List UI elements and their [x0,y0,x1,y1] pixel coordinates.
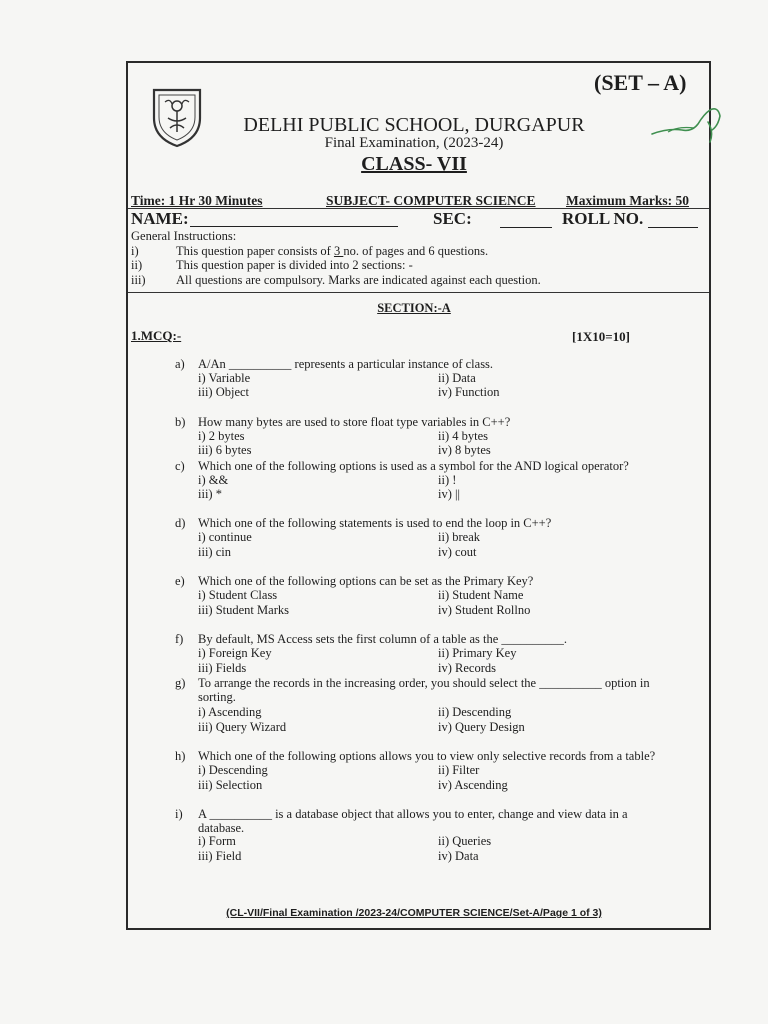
marks-label: [1X10=10] [572,329,630,344]
instruction-num: i) [131,244,139,258]
option: iv) Ascending [438,778,508,792]
instruction-text: All questions are compulsory. Marks are indicated against each question. [176,273,541,287]
set-label: (SET – A) [594,70,687,95]
instructions-heading: General Instructions: [131,229,237,243]
option: i) 2 bytes [198,429,245,443]
question-text: How many bytes are used to store float type variables in C++? [198,415,511,429]
section-title: SECTION:-A [377,301,451,315]
roll-label: ROLL NO. [562,209,644,228]
question-text: Which one of the following options can be set as the Primary Key? [198,574,534,588]
option: ii) 4 bytes [438,429,488,443]
option: iv) Query Design [438,720,525,734]
question-letter: c) [175,459,185,473]
option: i) Ascending [198,705,262,719]
option: ii) Primary Key [438,646,517,660]
question-letter: b) [175,415,186,429]
question-text: Which one of the following options is used as a symbol for the AND logical operator? [198,459,629,473]
option: ii) Filter [438,763,480,777]
option: iii) * [198,487,222,501]
option: i) continue [198,530,252,544]
name-label: NAME: [131,209,189,228]
question-text: A __________ is a database object that allows you to enter, change and view data in a [198,807,628,821]
class-title: CLASS- VII [361,153,467,175]
option: i) Variable [198,371,251,385]
option: ii) break [438,530,480,544]
instruction-text: This question paper consists of 3 no. of pages and 6 questions. [176,244,489,258]
option: iv) Student Rollno [438,603,531,617]
page-footer: (CL-VII/Final Examination /2023-24/COMPUTER SCIENCE/Set-A/Page 1 of 3) [226,907,602,919]
option: iii) Student Marks [198,603,289,617]
option: iv) Records [438,661,496,675]
signature-mark [648,102,728,144]
question-text-continued: sorting. [198,690,236,704]
question-letter: h) [175,749,186,763]
instruction-text: This question paper is divided into 2 sections: - [176,258,413,272]
option: iii) cin [198,545,231,559]
option: iii) Selection [198,778,263,792]
option: iv) Data [438,849,479,863]
max-marks-label: Maximum Marks: 50 [566,193,689,208]
option: i) Descending [198,763,268,777]
option: i) Form [198,834,236,848]
subject-label: SUBJECT- COMPUTER SCIENCE [326,193,536,208]
instruction-num: ii) [131,258,143,272]
question-letter: f) [175,632,184,646]
roll-blank [648,227,698,228]
school-name: DELHI PUBLIC SCHOOL, DURGAPUR [243,114,585,136]
question-text-continued: database. [198,821,245,835]
option: ii) ! [438,473,457,487]
option: iv) || [438,487,461,501]
option: ii) Queries [438,834,492,848]
question-letter: a) [175,357,185,371]
question-label: 1.MCQ:- [131,328,182,343]
divider [128,292,709,293]
instruction-num: iii) [131,273,146,287]
option: i) Student Class [198,588,278,602]
question-letter: i) [175,807,183,821]
option: iii) Object [198,385,250,399]
option: iii) 6 bytes [198,443,252,457]
question-text: Which one of the following options allows you to view only selective records from a table? [198,749,656,763]
option: ii) Student Name [438,588,524,602]
time-label: Time: 1 Hr 30 Minutes [131,193,263,208]
question-text: A/An __________ represents a particular instance of class. [198,357,494,371]
question-letter: d) [175,516,186,530]
option: ii) Data [438,371,476,385]
question-text: To arrange the records in the increasing order, you should select the __________ option in [198,676,650,690]
question-letter: e) [175,574,185,588]
option: ii) Descending [438,705,512,719]
option: iii) Query Wizard [198,720,287,734]
question-letter: g) [175,676,186,690]
option: iv) cout [438,545,477,559]
option: i) Foreign Key [198,646,272,660]
option: iii) Field [198,849,242,863]
option: iii) Fields [198,661,247,675]
question-text: By default, MS Access sets the first column of a table as the __________. [198,632,568,646]
option: iv) 8 bytes [438,443,491,457]
sec-blank [500,227,552,228]
exam-title: Final Examination, (2023-24) [324,135,504,151]
option: i) && [198,473,229,487]
option: iv) Function [438,385,500,399]
question-text: Which one of the following statements is used to end the loop in C++? [198,516,552,530]
sec-label: SEC: [433,209,472,228]
name-blank [190,226,398,227]
